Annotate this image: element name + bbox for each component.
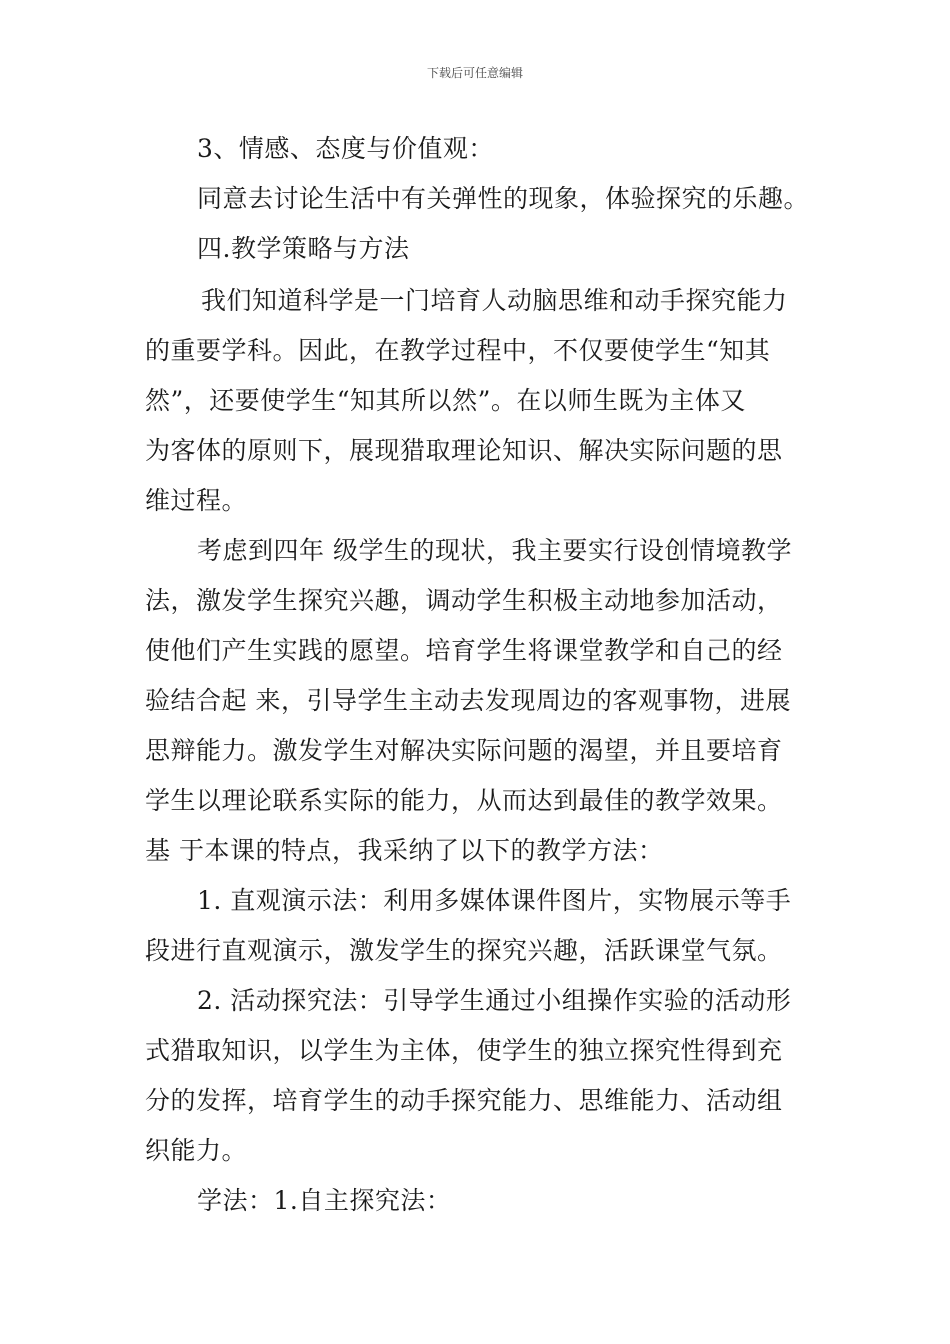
paragraph-line: 使他们产生实践的愿望。培育学生将课堂教学和自己的经	[145, 636, 783, 665]
section-heading-study-method: 学法：1.自主探究法：	[197, 1186, 452, 1215]
paragraph-line: 我们知道科学是一门培育人动脑思维和动手探究能力	[201, 286, 788, 315]
list-item-line: 分的发挥，培育学生的动手探究能力、思维能力、活动组	[145, 1086, 783, 1115]
paragraph-line: 同意去讨论生活中有关弹性的现象，体验探究的乐趣。	[197, 184, 810, 213]
paragraph-line: 法，激发学生探究兴趣，调动学生积极主动地参加活动，	[145, 586, 783, 615]
paragraph-line: 的重要学科。因此，在教学过程中，不仅要使学生“知其	[145, 336, 771, 365]
list-item-line: 2. 活动探究法：引导学生通过小组操作实验的活动形	[197, 986, 792, 1015]
list-item-line: 1. 直观演示法：利用多媒体课件图片，实物展示等手	[197, 886, 792, 915]
section-heading-strategy: 四.教学策略与方法	[197, 234, 410, 263]
paragraph-line: 学生以理论联系实际的能力，从而达到最佳的教学效果。	[145, 786, 783, 815]
paragraph-line: 考虑到四年 级学生的现状，我主要实行设创情境教学	[197, 536, 792, 565]
list-item-line: 式猎取知识，以学生为主体，使学生的独立探究性得到充	[145, 1036, 783, 1065]
list-item-line: 织能力。	[145, 1136, 248, 1165]
paragraph-line: 维过程。	[145, 486, 248, 515]
page-header: 下载后可任意编辑	[426, 66, 523, 80]
paragraph-line: 基 于本课的特点，我采纳了以下的教学方法：	[145, 836, 664, 865]
paragraph-line: 验结合起 来，引导学生主动去发现周边的客观事物，进展	[145, 686, 791, 715]
paragraph-line: 为客体的原则下，展现猎取理论知识、解决实际问题的思	[145, 436, 783, 465]
section-heading-emotion: 3、情感、态度与价值观：	[197, 134, 494, 163]
list-item-line: 段进行直观演示，激发学生的探究兴趣，活跃课堂气氛。	[145, 936, 783, 965]
paragraph-line: 然”，还要使学生“知其所以然”。在以师生既为主体又	[145, 386, 746, 415]
paragraph-line: 思辩能力。激发学生对解决实际问题的渴望，并且要培育	[145, 736, 783, 765]
